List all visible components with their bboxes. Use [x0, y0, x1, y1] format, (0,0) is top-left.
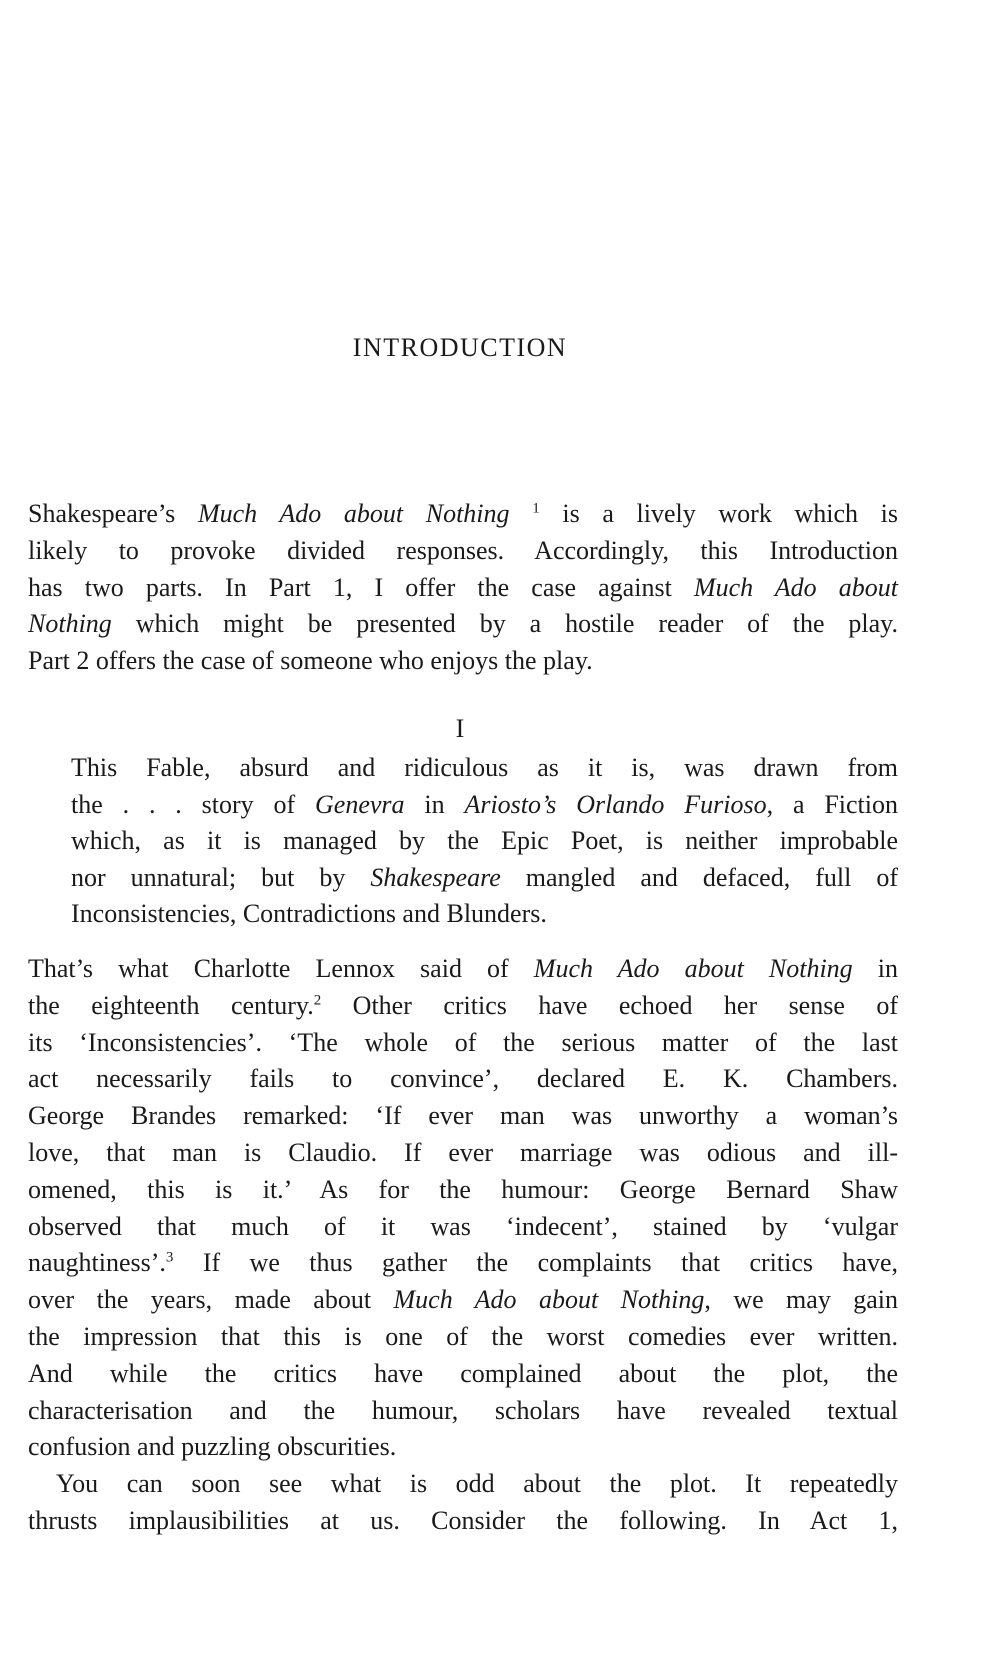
text-line: act necessarily fails to convince’, declared E. K. Chambers. [28, 1064, 898, 1094]
block-quote [71, 750, 898, 933]
footnote-marker: 3 [165, 1249, 174, 1266]
text-line: Inconsistencies, Contradictions and Blunders. [71, 899, 547, 928]
text-line: And while the critics have complained about the plot, the [28, 1358, 898, 1388]
page-title: INTRODUCTION [352, 333, 568, 362]
text-line: its ‘Inconsistencies’. ‘The whole of the serious matter of the last [28, 1027, 898, 1057]
footnote-marker: 1 [532, 500, 540, 517]
section-heading: I [455, 714, 465, 743]
text-line: You can soon see what is odd about the plot. It repeatedly [56, 1469, 898, 1499]
intro-paragraph [28, 496, 898, 680]
text-line: characterisation and the humour, scholars have revealed textual [28, 1395, 898, 1425]
text-line: naughtiness’.$^3$ If we thus gather the complaints that critics have, [28, 1248, 898, 1278]
text-line: That’s what Charlotte Lennox said of Much Ado about Nothing in [28, 954, 898, 983]
text-line: observed that much of it was ‘indecent’, stained by ‘vulgar [28, 1211, 898, 1241]
text-line: likely to provoke divided responses. Accordingly, this Introduction [28, 535, 898, 565]
text-line: confusion and puzzling obscurities. [28, 1432, 397, 1462]
text-line: over the years, made about Much Ado about Nothing, we may gain [28, 1285, 898, 1315]
text-line: Part 2 offers the case of someone who enjoys the play. [28, 646, 593, 676]
text-line: the impression that this is one of the worst comedies ever written. [28, 1321, 898, 1351]
play-title: Much Ado about Nothing [533, 954, 853, 983]
play-title: Nothing [28, 609, 112, 639]
body-paragraph [28, 951, 898, 1540]
text-line: thrusts implausibilities at us. Consider the following. In Act 1, [28, 1505, 898, 1535]
text-line: nor unnatural; but by Shakespeare mangled and defaced, full of [71, 862, 898, 892]
text-line: the eighteenth century.$^2$ Other critics have echoed her sense of [28, 990, 898, 1020]
text-line: the . . . story of Genevra in Ariosto’s Orlando Furioso, a Fiction [71, 789, 898, 819]
text-line: Nothing which might be presented by a hostile reader of the play. [28, 609, 898, 639]
text-line: love, that man is Claudio. If ever marriage was odious and ill- [28, 1137, 898, 1167]
text-line: which, as it is managed by the Epic Poet, is neither improbable [71, 826, 898, 855]
text-line: George Brandes remarked: ‘If ever man was unworthy a woman’s [28, 1101, 898, 1131]
play-title: Much Ado about Nothing [393, 1285, 705, 1315]
text-line: omened, this is it.’ As for the humour: George Bernard Shaw [28, 1174, 898, 1204]
play-title: Much Ado about Nothing [197, 499, 510, 528]
footnote-marker: 2 [313, 992, 322, 1009]
play-title: Much Ado about [693, 572, 898, 602]
text-line: This Fable, absurd and ridiculous as it is, was drawn from [71, 753, 898, 782]
text-line: has two parts. In Part 1, I offer the case against Much Ado about [28, 572, 898, 602]
text-line: Shakespeare’s Much Ado about Nothing $^1$ is a lively work which is [28, 499, 899, 528]
